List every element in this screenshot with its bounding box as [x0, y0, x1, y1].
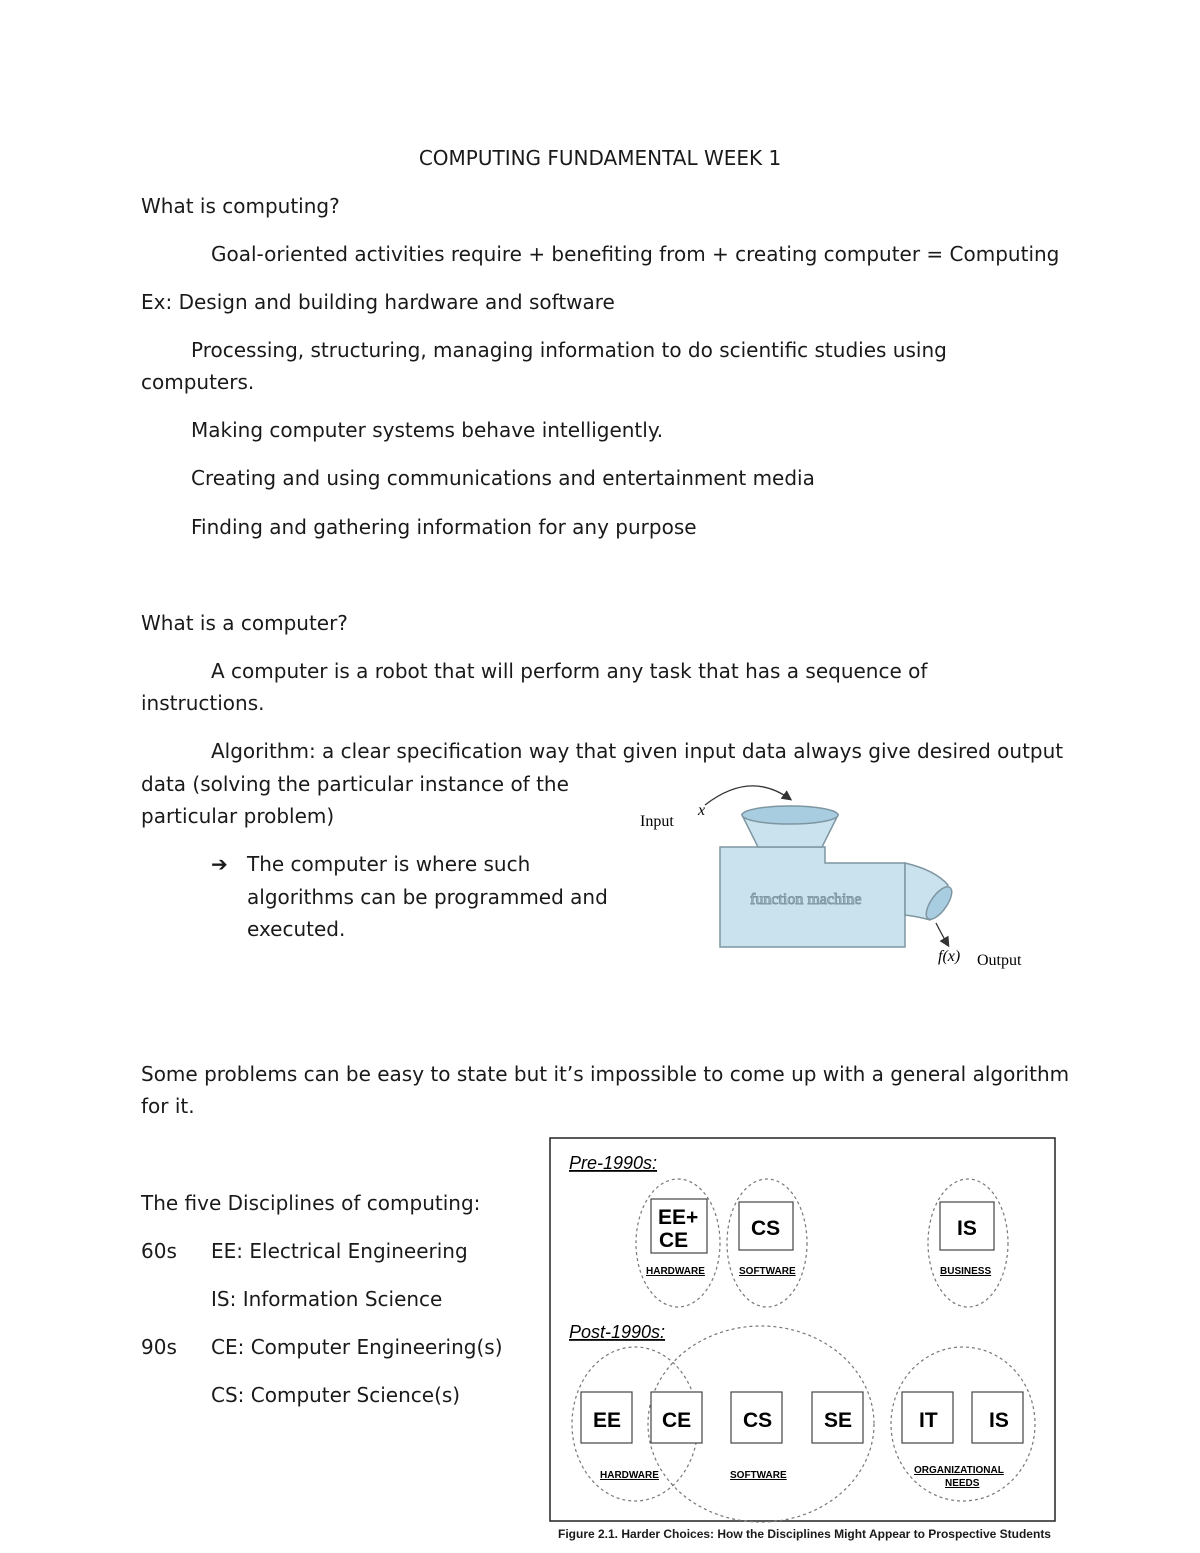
box-label: EE+ [658, 1206, 699, 1229]
function-machine-diagram [630, 775, 1050, 975]
discipline-era: 60s [141, 1239, 177, 1263]
discipline-item: EE: Electrical Engineering [211, 1239, 468, 1263]
problems-statement: Some problems can be easy to state but it’s impossible to come up with a general algorithm [141, 1062, 1070, 1086]
algorithm-definition-continued: particular problem) [141, 804, 335, 828]
box-label: EE [593, 1409, 622, 1432]
software-label: SOFTWARE [730, 1470, 787, 1481]
hardware-label: HARDWARE [600, 1470, 659, 1481]
box-label: IT [919, 1409, 938, 1432]
example-item: Processing, structuring, managing information to do scientific studies using [191, 338, 947, 362]
problems-statement-continued: for it. [141, 1094, 195, 1118]
question-what-is-a-computer: What is a computer? [141, 611, 348, 635]
figure-caption: Figure 2.1. Harder Choices: How the Disciplines Might Appear to Prospective Students [558, 1527, 1051, 1541]
discipline-item: CE: Computer Engineering(s) [211, 1335, 503, 1359]
question-what-is-computing: What is computing? [141, 194, 340, 218]
machine-label: function machine [750, 891, 862, 908]
box-label: IS [989, 1409, 1009, 1432]
box-label: CS [751, 1217, 781, 1240]
example-item: Making computer systems behave intelligently. [191, 418, 664, 442]
computing-definition: Goal-oriented activities require + benefiting from + creating computer = Computing [211, 242, 1060, 266]
software-label: SOFTWARE [739, 1266, 796, 1277]
box-label: CE [659, 1229, 689, 1252]
input-label: Input [640, 813, 674, 830]
example-item: Finding and gathering information for any purpose [191, 515, 697, 539]
box-label: SE [824, 1409, 853, 1432]
disciplines-figure [549, 1137, 1057, 1523]
discipline-era: 90s [141, 1335, 177, 1359]
box-label: CS [743, 1409, 773, 1432]
algorithm-definition: Algorithm: a clear specification way that given input data always give desired output [211, 739, 1064, 763]
business-label: BUSINESS [940, 1266, 992, 1277]
example-item: Creating and using communications and entertainment media [191, 466, 815, 490]
discipline-item: CS: Computer Science(s) [211, 1383, 461, 1407]
input-x-label: x [698, 802, 706, 819]
box-label: CE [662, 1409, 692, 1432]
post-1990s-heading: Post-1990s: [569, 1322, 666, 1342]
hardware-label: HARDWARE [646, 1266, 705, 1277]
fx-label: f(x) [938, 948, 961, 965]
pre-1990s-heading: Pre-1990s: [569, 1153, 658, 1173]
example-item-continued: computers. [141, 370, 255, 394]
bullet-text: The computer is where such [247, 852, 531, 876]
needs-label: NEEDS [945, 1478, 980, 1489]
input-arrow [705, 786, 790, 805]
bullet-text: executed. [247, 917, 346, 941]
output-label: Output [977, 952, 1022, 969]
computer-definition: A computer is a robot that will perform any task that has a sequence of [211, 659, 928, 683]
disciplines-title: The five Disciplines of computing: [141, 1191, 481, 1215]
algorithm-definition-continued: data (solving the particular instance of the [141, 772, 569, 796]
hopper-opening [742, 806, 838, 824]
page-title: COMPUTING FUNDAMENTAL WEEK 1 [418, 146, 782, 170]
example-heading: Ex: Design and building hardware and software [141, 290, 615, 314]
box-label: IS [957, 1217, 977, 1240]
bullet-text: algorithms can be programmed and [247, 885, 608, 909]
computer-definition-continued: instructions. [141, 691, 265, 715]
output-arrow [936, 923, 948, 945]
discipline-item: IS: Information Science [211, 1287, 443, 1311]
arrow-bullet-icon: ➔ [211, 852, 228, 876]
organizational-label: ORGANIZATIONAL [914, 1465, 1004, 1476]
